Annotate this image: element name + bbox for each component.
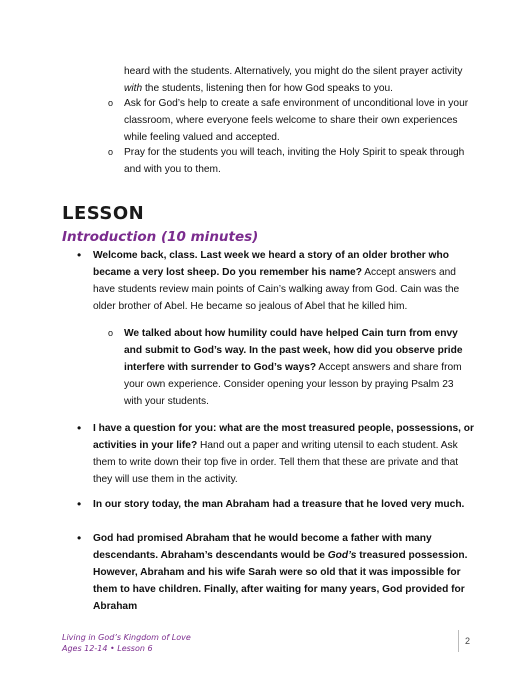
lesson-heading: LESSON <box>62 203 145 224</box>
hollow-bullet-icon: o <box>108 98 114 108</box>
page-number: 2 <box>465 636 471 646</box>
item-bold-text: Welcome back, class. Last week we heard a story of an older brother who became a very lost sheep. Do you remember his name? <box>93 250 449 278</box>
footer-title: Living in God’s Kingdom of Love <box>62 633 191 642</box>
list-item <box>77 496 477 513</box>
bullet-icon: • <box>77 531 82 545</box>
list-item <box>77 530 477 615</box>
item-bold-text: In our story today, the man Abraham had a treasure that he loved very much. <box>93 499 465 510</box>
prep-item <box>108 95 474 146</box>
bullet-icon: • <box>77 497 82 511</box>
introduction-heading: Introduction (10 minutes) <box>62 229 259 245</box>
item-bold-text: treasured possession. However, Abraham and his wife Sarah were so old that it was impossible for them to have children. Finally, after waiting for many years, God provided for Abraham <box>93 550 468 612</box>
bullet-icon: • <box>77 248 82 262</box>
continued-text-part2: the students, listening then for how God speaks to you. <box>142 83 394 94</box>
list-item <box>77 247 477 315</box>
hollow-bullet-icon: o <box>108 328 114 338</box>
prep-item-text: Pray for the students you will teach, inviting the Holy Spirit to speak through and with you to them. <box>124 147 465 175</box>
item-text: Accept answers and share from your own experience. Consider opening your lesson by praying Psalm 23 with your students. <box>124 362 462 407</box>
item-text: Hand out a paper and writing utensil to each student. Ask them to write down their top five in order. Tell them that these are private and that they will use them in the activity. <box>93 440 459 485</box>
continued-text-part1: heard with the students. Alternatively, you might do the silent prayer activity <box>124 66 463 77</box>
list-item-nested <box>108 325 474 410</box>
prep-item <box>108 144 474 178</box>
bullet-icon: • <box>77 421 82 435</box>
item-bold-text: God had promised Abraham that he would become a father with many descendants. Abraham’s descendants would be <box>93 533 432 561</box>
footer-divider <box>458 630 459 652</box>
hollow-bullet-icon: o <box>108 147 114 157</box>
footer-subtitle: Ages 12-14 • Lesson 6 <box>62 644 153 653</box>
item-bold-text: We talked about how humility could have helped Cain turn from envy and submit to God’s way. In the past week, how did you observe pride interfere with surrender to God’s ways? <box>124 328 463 373</box>
item-bold-text: I have a question for you: what are the most treasured people, possessions, or activities in your life? <box>93 423 474 451</box>
continued-text-italic: with <box>124 83 143 94</box>
continued-paragraph <box>124 63 474 97</box>
page-footer <box>62 632 191 654</box>
prep-item-text: Ask for God’s help to create a safe environment of unconditional love in your classroom, where everyone feels welcome to share their own experiences while feeling valued and accepted. <box>124 98 469 143</box>
item-bold-italic-text: God’s <box>327 550 357 561</box>
list-item <box>77 420 477 488</box>
item-text: Accept answers and have students review main points of Cain’s walking away from God. Cain was the older brother of Abel. He became so jealous of Abel that he killed him. <box>93 267 460 312</box>
